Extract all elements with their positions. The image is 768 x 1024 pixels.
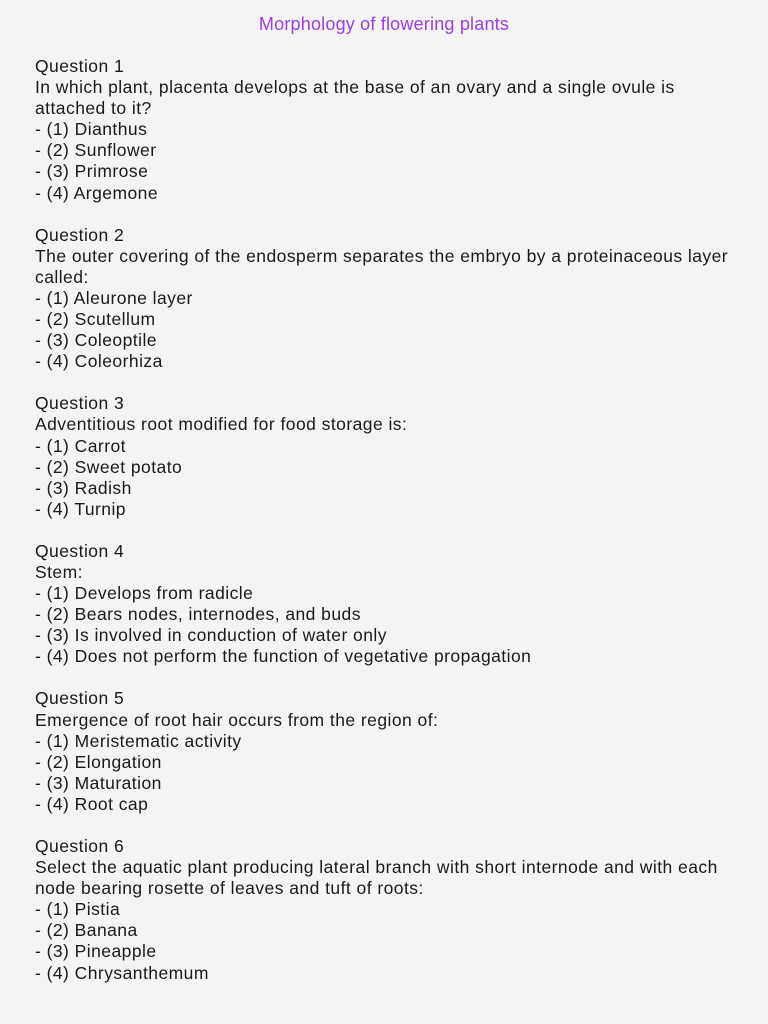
option: - (3) Maturation bbox=[35, 772, 162, 793]
option: - (3) Pineapple bbox=[35, 941, 157, 962]
question-header: Question 5 bbox=[35, 688, 125, 709]
question-header: Question 1 bbox=[35, 56, 125, 76]
question-list bbox=[35, 56, 745, 1005]
option: - (4) Root cap bbox=[35, 793, 149, 814]
question-text: In which plant, placenta develops at the base of an ovary and a single ovule is attached to it? bbox=[35, 77, 675, 119]
question-text: Emergence of root hair occurs from the region of: bbox=[35, 709, 439, 730]
question-header: Question 3 bbox=[35, 393, 125, 414]
option: - (3) Radish bbox=[35, 477, 132, 498]
option: - (1) Meristematic activity bbox=[35, 730, 242, 751]
question-text: Adventitious root modified for food storage is: bbox=[35, 414, 408, 435]
option: - (4) Argemone bbox=[35, 182, 159, 203]
option: - (1) Pistia bbox=[35, 899, 121, 920]
option: - (2) Sunflower bbox=[35, 140, 157, 161]
option: - (4) Coleorhiza bbox=[35, 351, 163, 372]
option: - (2) Bears nodes, internodes, and buds bbox=[35, 604, 361, 625]
option: - (4) Turnip bbox=[35, 498, 126, 519]
page-title: Morphology of flowering plants bbox=[258, 14, 510, 34]
question-text: Select the aquatic plant producing lateral branch with short internode and with each node bearing rosette of leaves and tuft of roots: bbox=[35, 857, 718, 899]
option: - (3) Coleoptile bbox=[35, 330, 157, 351]
option: - (1) Develops from radicle bbox=[35, 583, 254, 604]
option: - (1) Carrot bbox=[35, 435, 126, 456]
option: - (3) Is involved in conduction of water only bbox=[35, 625, 387, 646]
option: - (2) Banana bbox=[35, 920, 138, 941]
question-text: The outer covering of the endosperm separates the embryo by a proteinaceous layer called: bbox=[35, 245, 729, 287]
question-header: Question 2 bbox=[35, 224, 125, 245]
question-header: Question 6 bbox=[35, 836, 125, 856]
option: - (4) Chrysanthemum bbox=[35, 962, 209, 983]
question-1 bbox=[35, 56, 745, 204]
question-5 bbox=[35, 688, 745, 815]
question-6 bbox=[35, 836, 745, 984]
option: - (3) Primrose bbox=[35, 161, 149, 182]
question-3 bbox=[35, 393, 745, 520]
option: - (4) Does not perform the function of vegetative propagation bbox=[35, 646, 532, 667]
option: - (2) Scutellum bbox=[35, 309, 156, 330]
option: - (1) Aleurone layer bbox=[35, 287, 193, 308]
option: - (1) Dianthus bbox=[35, 119, 148, 140]
question-text: Stem: bbox=[35, 561, 83, 582]
question-4 bbox=[35, 541, 745, 668]
question-2 bbox=[35, 225, 745, 373]
option: - (2) Elongation bbox=[35, 751, 162, 772]
question-header: Question 4 bbox=[35, 540, 125, 561]
option: - (2) Sweet potato bbox=[35, 456, 183, 477]
